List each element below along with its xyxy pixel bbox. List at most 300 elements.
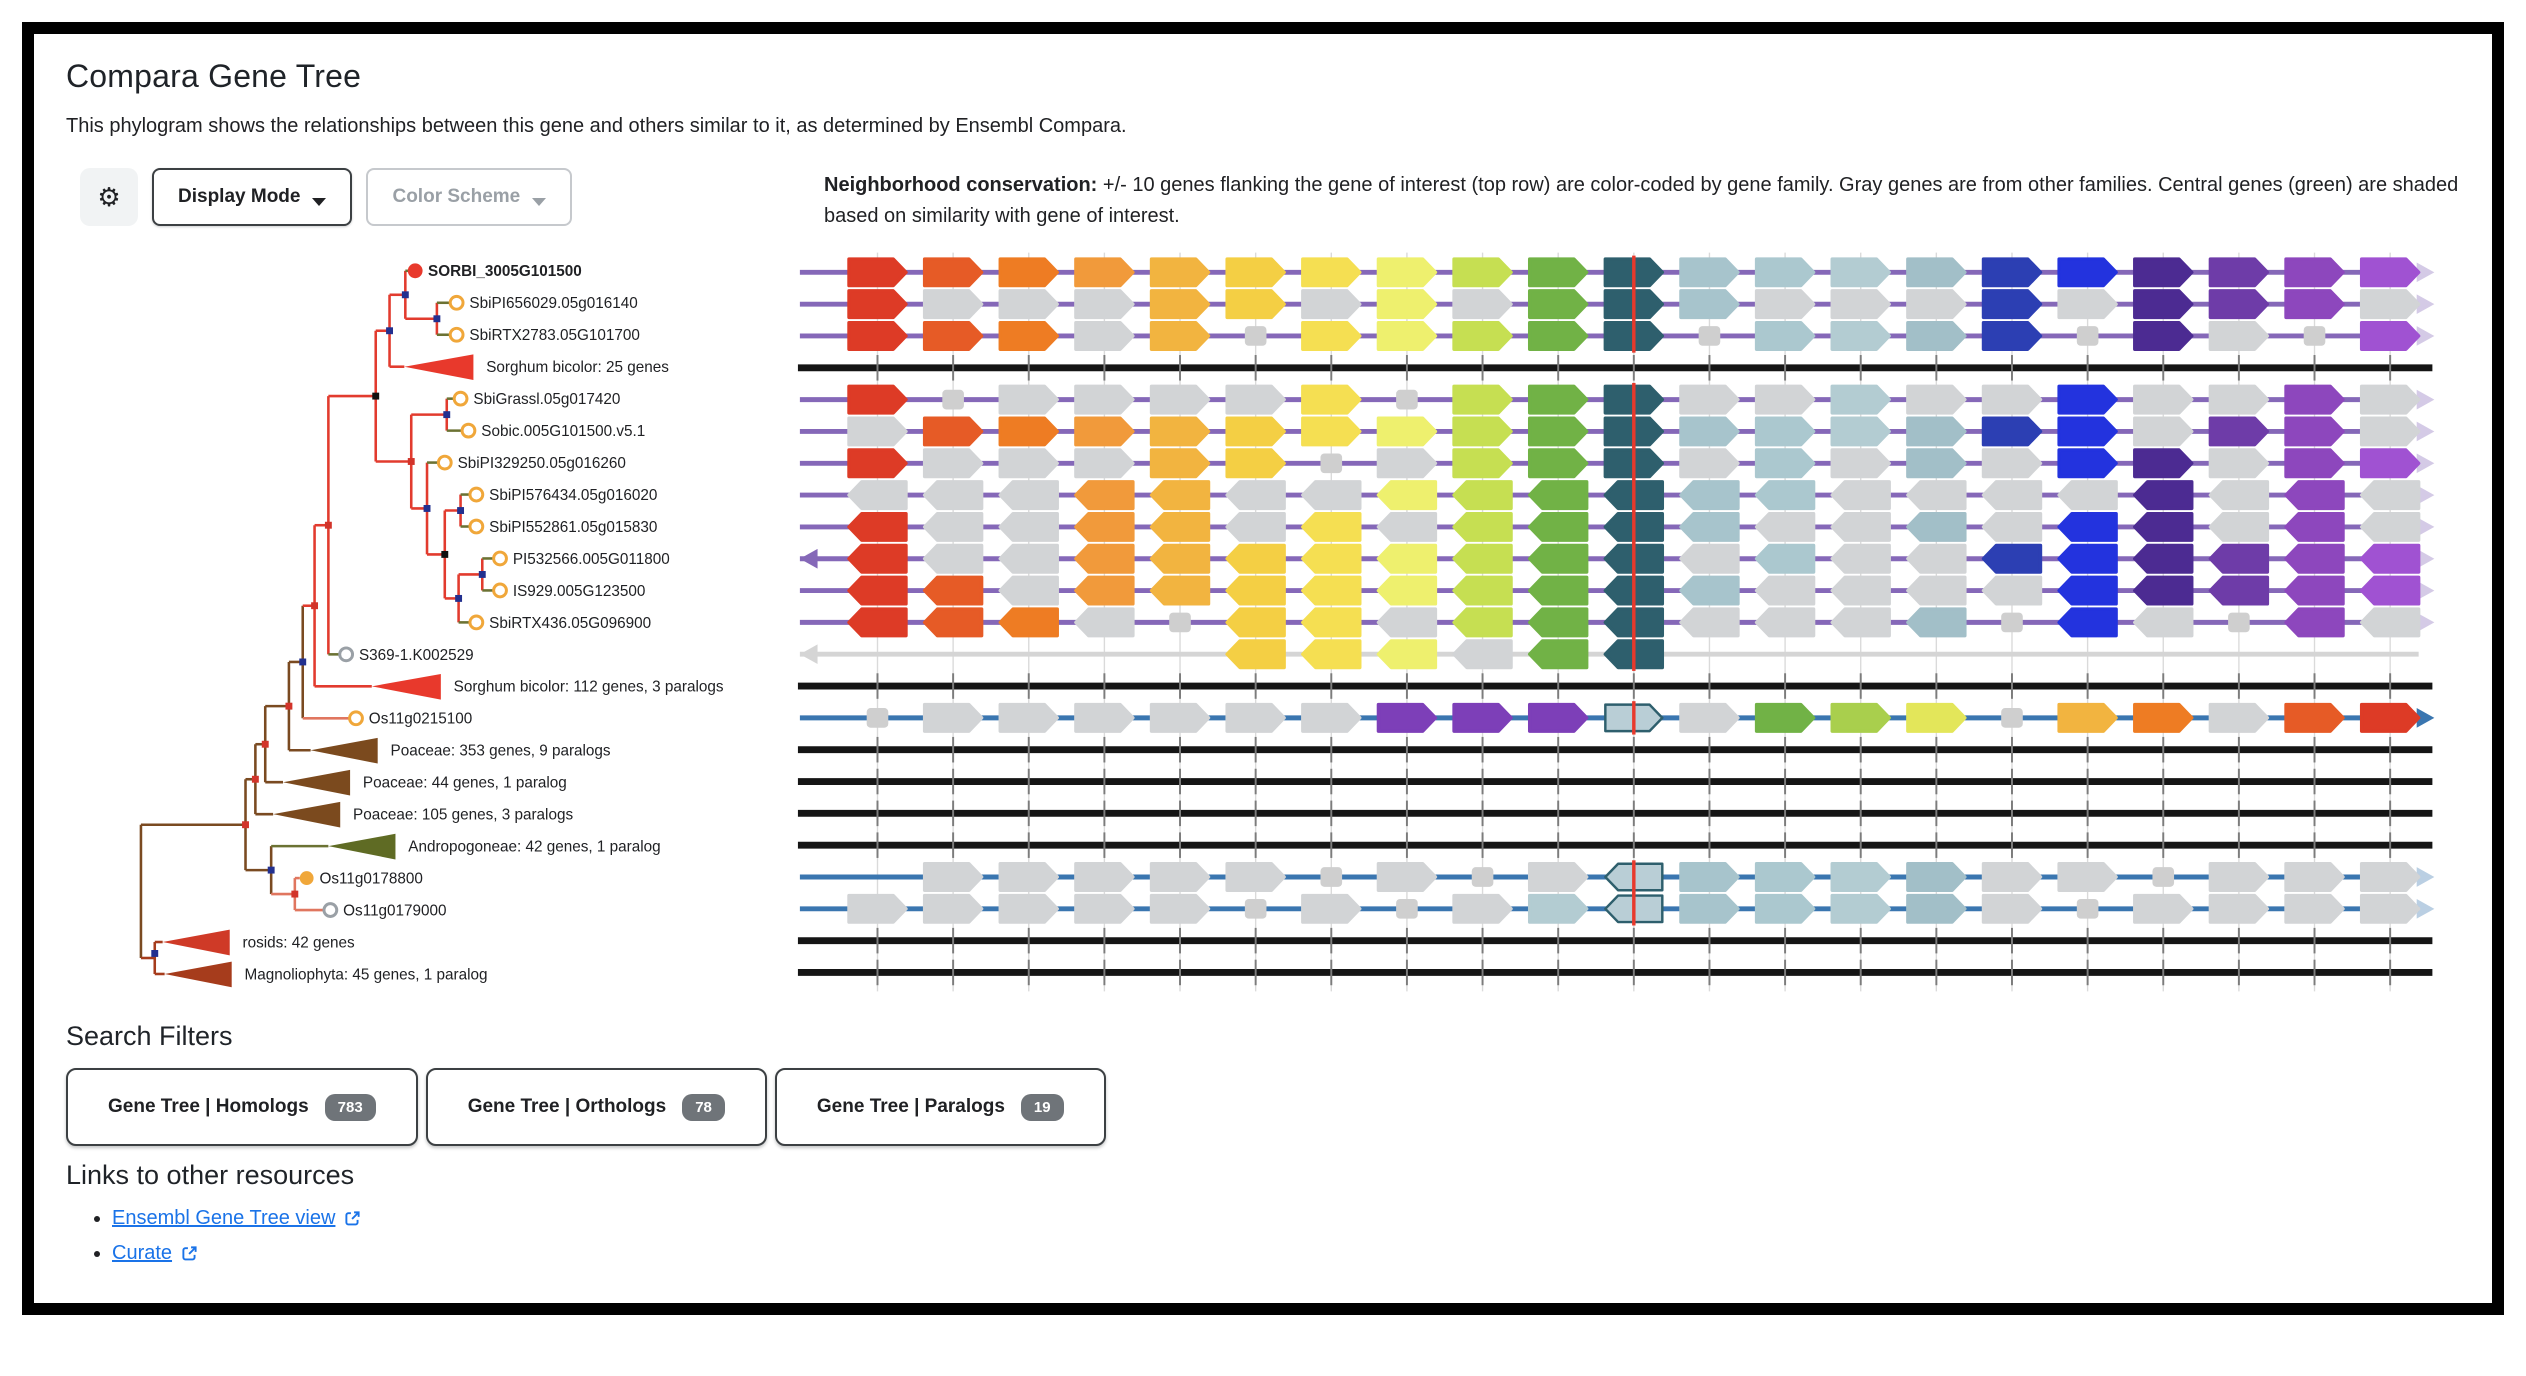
gene-glyph bbox=[1227, 545, 1284, 572]
gene-glyph bbox=[1152, 482, 1209, 509]
gene-glyph bbox=[1152, 418, 1209, 445]
tree-leaf-label: SbiPI576434.05g016020 bbox=[489, 486, 658, 504]
gene-glyph bbox=[1757, 577, 1814, 604]
color-scheme-button[interactable] bbox=[366, 168, 572, 226]
gene-glyph bbox=[2286, 482, 2343, 509]
gene-glyph bbox=[1832, 418, 1889, 445]
leaf-marker bbox=[350, 712, 363, 725]
chevron-down-icon bbox=[312, 198, 326, 206]
gene-glyph bbox=[1984, 259, 2041, 286]
gene-glyph bbox=[1227, 577, 1284, 604]
gene-glyph bbox=[2362, 514, 2419, 541]
links-heading: Links to other resources bbox=[66, 1160, 355, 1190]
leaf-marker bbox=[462, 424, 475, 437]
gene-glyph bbox=[1908, 291, 1965, 318]
collapsed-clade-triangle bbox=[163, 930, 230, 956]
tree-leaf-label: Sorghum bicolor: 112 genes, 3 paralogs bbox=[453, 678, 724, 696]
external-link-icon bbox=[180, 1244, 199, 1263]
gene-glyph bbox=[2059, 545, 2116, 572]
chip-label: Gene Tree | Orthologs bbox=[467, 1096, 667, 1117]
gene-glyph bbox=[1000, 386, 1057, 413]
leaf-marker bbox=[450, 296, 463, 309]
gene-glyph bbox=[1454, 641, 1511, 668]
gene-glyph bbox=[2362, 864, 2419, 891]
gene-glyph bbox=[2135, 482, 2192, 509]
gene-glyph bbox=[1303, 514, 1360, 541]
gene-glyph bbox=[2135, 514, 2192, 541]
gene-glyph bbox=[1378, 577, 1435, 604]
search-filter-chip[interactable] bbox=[775, 1068, 1106, 1146]
gene-glyph bbox=[1908, 609, 1965, 636]
resource-link[interactable] bbox=[112, 1242, 199, 1265]
gene-glyph bbox=[925, 577, 982, 604]
gene-glyph bbox=[1832, 705, 1889, 732]
gene-glyph bbox=[1227, 609, 1284, 636]
small-gene-glyph bbox=[867, 708, 889, 728]
gene-glyph bbox=[1152, 896, 1209, 923]
synteny-row bbox=[800, 606, 2434, 639]
gene-glyph bbox=[1000, 323, 1057, 350]
gene-glyph bbox=[1681, 291, 1738, 318]
gene-glyph bbox=[1076, 514, 1133, 541]
gene-glyph bbox=[2210, 864, 2267, 891]
gene-glyph bbox=[2059, 450, 2116, 477]
strand-arrow-left bbox=[800, 644, 818, 664]
gene-glyph bbox=[849, 482, 906, 509]
gene-glyph bbox=[2135, 418, 2192, 445]
gene-glyph bbox=[1000, 896, 1057, 923]
gene-glyph bbox=[1454, 323, 1511, 350]
gene-glyph bbox=[925, 896, 982, 923]
small-gene-glyph bbox=[942, 390, 964, 410]
display-mode-button[interactable] bbox=[152, 168, 352, 226]
gene-glyph bbox=[1000, 864, 1057, 891]
gene-glyph bbox=[1984, 864, 2041, 891]
gene-glyph bbox=[1227, 450, 1284, 477]
gene-glyph bbox=[925, 482, 982, 509]
gene-glyph bbox=[1757, 482, 1814, 509]
gene-glyph bbox=[1378, 259, 1435, 286]
gene-glyph bbox=[1152, 577, 1209, 604]
gene-glyph bbox=[1303, 418, 1360, 445]
gene-glyph bbox=[1303, 641, 1360, 668]
synteny-row bbox=[798, 769, 2432, 795]
tree-leaf-label: Sobic.005G101500.v5.1 bbox=[481, 423, 646, 441]
gene-glyph bbox=[1303, 896, 1360, 923]
gene-glyph bbox=[2135, 259, 2192, 286]
gene-glyph bbox=[1681, 482, 1738, 509]
gene-glyph bbox=[1454, 577, 1511, 604]
tree-leaf-label: Magnoliophyta: 45 genes, 1 paralog bbox=[244, 966, 488, 984]
gene-glyph bbox=[1984, 450, 2041, 477]
gene-glyph bbox=[2286, 418, 2343, 445]
gene-glyph bbox=[1303, 259, 1360, 286]
gene-glyph bbox=[1076, 864, 1133, 891]
small-gene-glyph bbox=[1472, 867, 1494, 887]
synteny-row bbox=[800, 415, 2434, 448]
gene-glyph bbox=[925, 259, 982, 286]
gene-glyph bbox=[1681, 577, 1738, 604]
gene-glyph bbox=[1076, 291, 1133, 318]
gene-glyph bbox=[1757, 450, 1814, 477]
gene-glyph bbox=[1832, 259, 1889, 286]
gene-glyph bbox=[1378, 705, 1435, 732]
small-gene-glyph bbox=[1245, 326, 1267, 346]
list-item bbox=[112, 1242, 2462, 1265]
gene-glyph bbox=[1227, 864, 1284, 891]
gene-glyph bbox=[1227, 291, 1284, 318]
gene-glyph bbox=[2286, 577, 2343, 604]
leaf-marker bbox=[494, 552, 507, 565]
gene-glyph bbox=[1152, 705, 1209, 732]
gene-glyph bbox=[2362, 386, 2419, 413]
gene-glyph bbox=[1076, 705, 1133, 732]
tree-svg bbox=[64, 242, 794, 1002]
gene-glyph bbox=[1227, 705, 1284, 732]
gene-glyph bbox=[1757, 864, 1814, 891]
gene-glyph bbox=[1530, 323, 1587, 350]
gene-glyph bbox=[1378, 418, 1435, 445]
gene-glyph bbox=[1378, 864, 1435, 891]
gene-glyph bbox=[2286, 896, 2343, 923]
gene-glyph bbox=[2210, 705, 2267, 732]
gene-glyph bbox=[1530, 482, 1587, 509]
synteny-row bbox=[800, 478, 2434, 511]
gene-glyph bbox=[1757, 609, 1814, 636]
gene-glyph bbox=[2210, 259, 2267, 286]
gene-glyph bbox=[2210, 577, 2267, 604]
gene-glyph bbox=[1681, 545, 1738, 572]
gene-glyph bbox=[1908, 577, 1965, 604]
collapsed-clade-triangle bbox=[328, 834, 395, 860]
gene-glyph bbox=[1378, 641, 1435, 668]
gene-glyph bbox=[2362, 577, 2419, 604]
gene-glyph bbox=[1908, 864, 1965, 891]
gene-glyph bbox=[1530, 577, 1587, 604]
gene-glyph bbox=[2210, 418, 2267, 445]
gene-glyph bbox=[1152, 291, 1209, 318]
gene-glyph bbox=[1152, 386, 1209, 413]
synteny-row bbox=[800, 510, 2434, 543]
gene-glyph bbox=[2286, 545, 2343, 572]
gene-glyph bbox=[2362, 896, 2419, 923]
synteny-svg bbox=[794, 242, 2454, 1002]
small-gene-glyph bbox=[1396, 899, 1418, 919]
gene-glyph bbox=[1757, 545, 1814, 572]
synteny-row bbox=[800, 256, 2434, 289]
gene-glyph bbox=[849, 323, 906, 350]
gene-glyph bbox=[1076, 259, 1133, 286]
gene-glyph bbox=[849, 514, 906, 541]
gene-glyph bbox=[1000, 705, 1057, 732]
gene-glyph bbox=[1681, 705, 1738, 732]
gene-glyph bbox=[1454, 514, 1511, 541]
tree-leaf-label: SbiPI552861.05g015830 bbox=[489, 518, 658, 536]
gene-glyph bbox=[2135, 291, 2192, 318]
synteny-row bbox=[800, 542, 2434, 575]
synteny-row bbox=[800, 701, 2434, 734]
collapsed-clade-triangle bbox=[273, 802, 340, 828]
gene-glyph bbox=[2286, 259, 2343, 286]
tree-leaf-label: SbiRTX2783.05G101700 bbox=[469, 327, 640, 345]
gene-glyph bbox=[1303, 291, 1360, 318]
gene-glyph bbox=[2135, 450, 2192, 477]
legend-bold: Neighborhood conservation: bbox=[824, 174, 1098, 196]
resource-link-label: • Ensembl Gene Tree view bbox=[112, 1207, 336, 1229]
synteny-row bbox=[798, 960, 2432, 986]
gene-glyph bbox=[925, 514, 982, 541]
search-filter-chips bbox=[66, 1068, 2462, 1146]
gene-glyph bbox=[1227, 259, 1284, 286]
gene-glyph bbox=[2059, 514, 2116, 541]
gene-glyph bbox=[2059, 291, 2116, 318]
gene-glyph bbox=[2059, 864, 2116, 891]
gene-glyph bbox=[1530, 291, 1587, 318]
neighborhood-conservation-plot[interactable] bbox=[794, 242, 2454, 1007]
synteny-row bbox=[798, 928, 2432, 954]
gene-glyph bbox=[1530, 386, 1587, 413]
gene-glyph bbox=[1000, 291, 1057, 318]
tree-leaf-label: Andropogoneae: 42 genes, 1 paralog bbox=[408, 838, 661, 856]
gene-glyph bbox=[1076, 577, 1133, 604]
gene-glyph bbox=[1076, 482, 1133, 509]
tree-leaf-label: Os11g0215100 bbox=[368, 710, 473, 728]
gene-glyph bbox=[1000, 609, 1057, 636]
gene-glyph bbox=[1530, 545, 1587, 572]
display-mode-label: Display Mode bbox=[178, 186, 301, 207]
gene-glyph bbox=[1757, 386, 1814, 413]
gene-glyph bbox=[2059, 705, 2116, 732]
synteny-row bbox=[800, 892, 2434, 925]
gene-glyph bbox=[2362, 259, 2419, 286]
gene-glyph bbox=[1454, 418, 1511, 445]
gene-glyph bbox=[2135, 896, 2192, 923]
gene-glyph bbox=[849, 545, 906, 572]
gene-glyph bbox=[1832, 291, 1889, 318]
gene-glyph bbox=[1227, 641, 1284, 668]
gene-glyph bbox=[1378, 545, 1435, 572]
gene-glyph bbox=[2362, 705, 2419, 732]
gene-glyph bbox=[2059, 259, 2116, 286]
gene-glyph bbox=[1530, 705, 1587, 732]
chip-label: Gene Tree | Homologs bbox=[108, 1096, 309, 1117]
gene-glyph bbox=[1000, 418, 1057, 445]
gene-glyph bbox=[1681, 609, 1738, 636]
strand-arrow-left bbox=[800, 549, 818, 569]
gene-glyph bbox=[1378, 609, 1435, 636]
gene-glyph bbox=[1454, 482, 1511, 509]
chip-count-badge: 783 bbox=[325, 1094, 376, 1121]
settings-button[interactable] bbox=[80, 168, 138, 226]
phylogram-tree[interactable] bbox=[64, 242, 794, 1007]
gene-glyph bbox=[2286, 705, 2343, 732]
search-filter-chip[interactable] bbox=[426, 1068, 767, 1146]
resource-link[interactable] bbox=[112, 1207, 362, 1230]
tree-leaf-label: SbiPI656029.05g016140 bbox=[469, 295, 638, 313]
gene-glyph bbox=[1530, 896, 1587, 923]
gene-glyph bbox=[2362, 291, 2419, 318]
gene-glyph bbox=[2059, 609, 2116, 636]
gene-glyph bbox=[2210, 450, 2267, 477]
gene-glyph bbox=[2286, 450, 2343, 477]
gene-glyph bbox=[1303, 482, 1360, 509]
gene-glyph bbox=[1303, 386, 1360, 413]
gene-glyph bbox=[1152, 864, 1209, 891]
gene-glyph bbox=[1152, 259, 1209, 286]
gene-glyph bbox=[1530, 609, 1587, 636]
gene-glyph bbox=[1076, 609, 1133, 636]
synteny-row bbox=[800, 319, 2434, 352]
gene-glyph bbox=[1454, 545, 1511, 572]
gene-glyph bbox=[1832, 514, 1889, 541]
gene-glyph bbox=[1832, 545, 1889, 572]
gene-glyph bbox=[1530, 514, 1587, 541]
leaf-marker bbox=[494, 584, 507, 597]
gene-glyph bbox=[1908, 545, 1965, 572]
neighborhood-conservation-note bbox=[780, 170, 2462, 232]
gene-glyph bbox=[1984, 896, 2041, 923]
gene-glyph bbox=[1152, 323, 1209, 350]
gene-glyph bbox=[1076, 545, 1133, 572]
small-gene-glyph bbox=[2077, 899, 2099, 919]
gene-glyph bbox=[1984, 482, 2041, 509]
gene-glyph bbox=[1681, 259, 1738, 286]
synteny-row bbox=[798, 673, 2432, 699]
gene-glyph bbox=[2286, 291, 2343, 318]
synteny-row bbox=[800, 638, 2419, 671]
gene-glyph bbox=[1454, 386, 1511, 413]
gene-glyph bbox=[1530, 864, 1587, 891]
gene-glyph bbox=[849, 577, 906, 604]
gene-glyph bbox=[1984, 514, 2041, 541]
gene-glyph bbox=[1454, 705, 1511, 732]
gene-glyph bbox=[1908, 482, 1965, 509]
small-gene-glyph bbox=[2228, 613, 2250, 633]
gene-glyph bbox=[849, 386, 906, 413]
gear-icon: ⚙ bbox=[97, 181, 121, 212]
gene-glyph bbox=[1454, 896, 1511, 923]
gene-glyph bbox=[1303, 323, 1360, 350]
gene-glyph bbox=[1152, 450, 1209, 477]
gene-glyph bbox=[1757, 418, 1814, 445]
gene-glyph bbox=[1681, 896, 1738, 923]
small-gene-glyph bbox=[2001, 708, 2023, 728]
gene-glyph bbox=[1681, 418, 1738, 445]
synteny-row bbox=[800, 383, 2434, 416]
leaf-marker bbox=[454, 392, 467, 405]
toolbar bbox=[64, 168, 780, 226]
gene-glyph bbox=[1832, 609, 1889, 636]
resource-link-label: • Curate bbox=[112, 1242, 173, 1264]
small-gene-glyph bbox=[2152, 867, 2174, 887]
gene-glyph bbox=[1227, 482, 1284, 509]
gene-glyph bbox=[1152, 514, 1209, 541]
gene-glyph bbox=[1908, 705, 1965, 732]
gene-glyph bbox=[1454, 291, 1511, 318]
small-gene-glyph bbox=[2304, 326, 2326, 346]
synteny-row bbox=[798, 355, 2432, 381]
legend-text: +/- 10 genes flanking the gene of interest (top row) are color-coded by gene family. Gray genes are from other families. Central genes (green) are shaded based on similarity with gene of interest. bbox=[824, 174, 2459, 227]
small-gene-glyph bbox=[1699, 326, 1721, 346]
gene-glyph bbox=[2210, 482, 2267, 509]
gene-glyph bbox=[1454, 259, 1511, 286]
leaf-marker bbox=[470, 488, 483, 501]
collapsed-clade-triangle bbox=[165, 962, 232, 988]
gene-glyph bbox=[1378, 323, 1435, 350]
gene-glyph bbox=[849, 609, 906, 636]
gene-glyph bbox=[2135, 577, 2192, 604]
gene-glyph bbox=[1152, 545, 1209, 572]
gene-glyph bbox=[1227, 418, 1284, 445]
synteny-row bbox=[800, 574, 2434, 607]
small-gene-glyph bbox=[2077, 326, 2099, 346]
gene-glyph bbox=[849, 450, 906, 477]
leaf-marker bbox=[450, 328, 463, 341]
gene-glyph bbox=[849, 896, 906, 923]
gene-glyph bbox=[2135, 705, 2192, 732]
search-filters-heading: Search Filters bbox=[66, 1021, 233, 1051]
gene-glyph bbox=[1000, 482, 1057, 509]
gene-glyph bbox=[1757, 514, 1814, 541]
gene-glyph bbox=[1000, 450, 1057, 477]
tree-leaf-label: PI532566.005G011800 bbox=[512, 550, 670, 568]
gene-glyph bbox=[849, 259, 906, 286]
gene-glyph bbox=[2286, 609, 2343, 636]
gene-glyph bbox=[1832, 864, 1889, 891]
gene-glyph bbox=[1303, 705, 1360, 732]
gene-glyph bbox=[2210, 896, 2267, 923]
gene-glyph bbox=[2210, 291, 2267, 318]
gene-glyph bbox=[2135, 609, 2192, 636]
gene-glyph bbox=[2059, 577, 2116, 604]
gene-glyph bbox=[1908, 259, 1965, 286]
gene-of-interest-marker bbox=[408, 263, 423, 278]
synteny-row bbox=[800, 860, 2434, 893]
gene-glyph bbox=[1984, 291, 2041, 318]
gene-glyph bbox=[1303, 545, 1360, 572]
gene-glyph bbox=[925, 291, 982, 318]
gene-glyph bbox=[2210, 386, 2267, 413]
search-filter-chip[interactable] bbox=[66, 1068, 418, 1146]
tree-leaf-label: Os11g0178800 bbox=[319, 870, 423, 888]
list-item bbox=[112, 1207, 2462, 1230]
tree-leaf-label: IS929.005G123500 bbox=[512, 582, 646, 600]
page-description: This phylogram shows the relationships between this gene and others similar to it, as determined by Ensembl Compara. bbox=[66, 115, 1127, 137]
gene-glyph bbox=[1832, 323, 1889, 350]
synteny-row bbox=[798, 737, 2432, 763]
gene-glyph bbox=[1076, 418, 1133, 445]
gene-glyph bbox=[1757, 291, 1814, 318]
small-gene-glyph bbox=[1320, 867, 1342, 887]
gene-glyph bbox=[1378, 291, 1435, 318]
chip-count-badge: 78 bbox=[682, 1094, 725, 1121]
page-title: Compara Gene Tree bbox=[66, 58, 362, 94]
gene-glyph bbox=[1454, 450, 1511, 477]
external-link-icon bbox=[343, 1209, 362, 1228]
gene-glyph bbox=[1984, 386, 2041, 413]
gene-glyph bbox=[1984, 418, 2041, 445]
tree-leaf-label: SbiPI329250.05g016260 bbox=[457, 455, 626, 473]
gene-glyph bbox=[2286, 514, 2343, 541]
gene-glyph bbox=[2059, 386, 2116, 413]
gene-glyph bbox=[925, 705, 982, 732]
gene-glyph bbox=[1454, 609, 1511, 636]
gene-glyph bbox=[1908, 896, 1965, 923]
gene-glyph bbox=[849, 418, 906, 445]
gene-glyph bbox=[925, 609, 982, 636]
gene-glyph bbox=[1908, 323, 1965, 350]
tree-leaf-label: Os11g0179000 bbox=[343, 902, 447, 920]
